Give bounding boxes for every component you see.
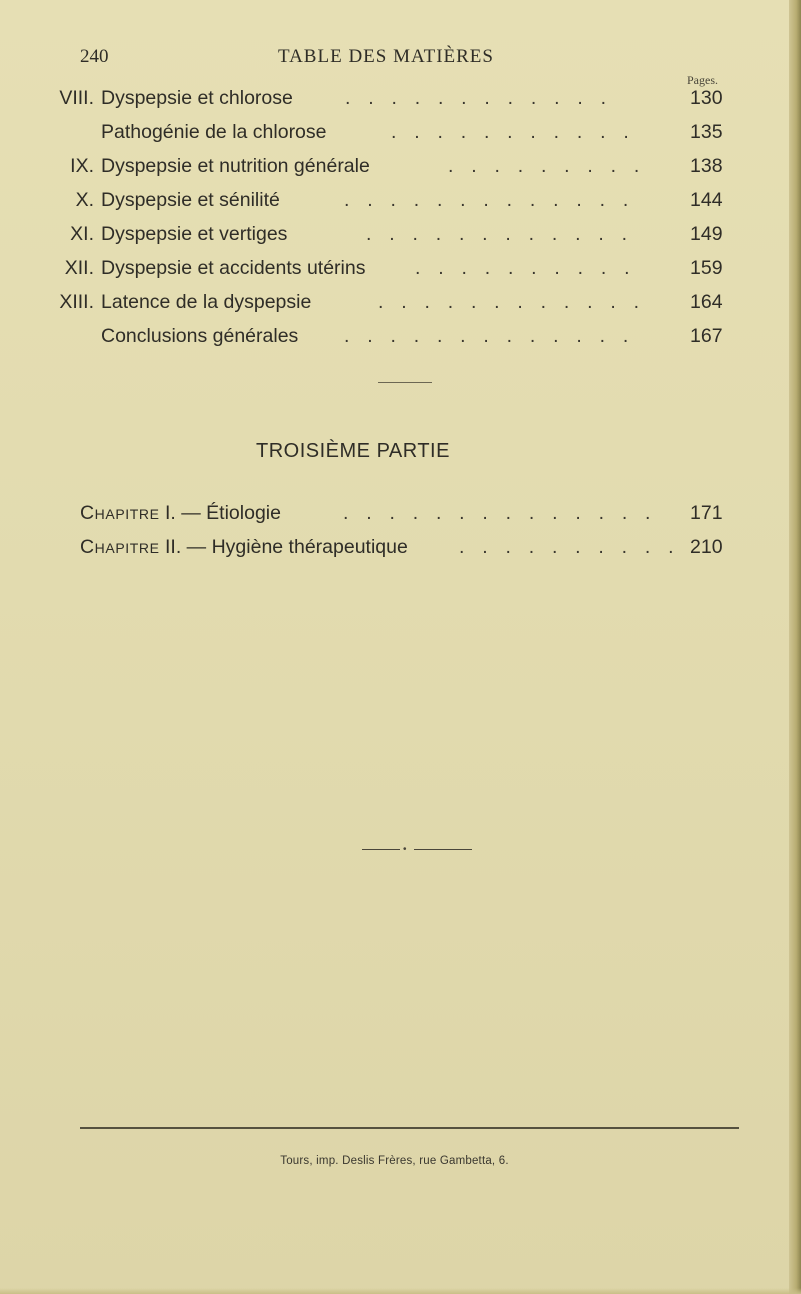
page-bottom-edge <box>0 1288 801 1294</box>
entry-numeral: X. <box>75 189 94 211</box>
chapter-title: Hygiène thérapeutique <box>211 536 408 558</box>
end-ornament <box>362 845 472 855</box>
entry-numeral: XII. <box>64 257 94 279</box>
entry-leader: . . . . . . . . . . . . . <box>344 189 635 211</box>
chapter-dash: — <box>186 536 207 558</box>
toc-entry <box>0 84 789 112</box>
entry-leader: . . . . . . . . . . . <box>391 121 635 143</box>
entry-leader: . . . . . . . . . . . . . <box>344 325 635 347</box>
pages-column-label: Pages. <box>687 73 718 87</box>
running-header <box>80 46 740 70</box>
toc-entry <box>0 254 789 282</box>
toc-entry <box>0 288 789 316</box>
entry-page: 130 <box>690 87 723 109</box>
chapter-dash: — <box>181 502 201 524</box>
chapter-label: Chapitre <box>80 502 160 524</box>
entry-leader: . . . . . . . . . . <box>415 257 636 279</box>
entry-title: Dyspepsie et sénilité <box>101 189 280 211</box>
chapter-title: Étiologie <box>206 502 281 524</box>
page-edge <box>789 0 801 1294</box>
entry-title: Pathogénie de la chlorose <box>101 121 327 143</box>
entry-leader: . . . . . . . . . . . . . . <box>343 502 657 524</box>
entry-page: 149 <box>690 223 723 245</box>
entry-numeral: IX. <box>70 155 94 177</box>
entry-leader: . . . . . . . . . . . . <box>378 291 646 313</box>
chapter-entry <box>0 533 789 561</box>
entry-leader: . . . . . . . . . . <box>459 536 680 558</box>
entry-title: Dyspepsie et vertiges <box>101 223 288 245</box>
chapter-numeral: I. <box>164 502 176 524</box>
entry-title: Dyspepsie et chlorose <box>101 87 293 109</box>
entry-title: Dyspepsie et nutrition générale <box>101 155 370 177</box>
chapter-entry <box>0 499 789 527</box>
ornament-dot: • <box>403 844 407 855</box>
entry-leader: . . . . . . . . . <box>448 155 646 177</box>
toc-entry <box>0 152 789 180</box>
section-divider <box>378 382 432 383</box>
chapter-page: 210 <box>690 536 723 558</box>
toc-entry <box>0 220 789 248</box>
toc-entry <box>0 118 789 146</box>
entry-title: Conclusions générales <box>101 325 299 347</box>
ornament-line-right <box>414 849 472 850</box>
entry-title: Latence de la dyspepsie <box>101 291 312 313</box>
part-heading: TROISIÈME PARTIE <box>256 440 450 462</box>
page-number: 240 <box>80 46 109 67</box>
ornament-line-left <box>362 849 400 850</box>
entry-page: 159 <box>690 257 723 279</box>
printer-imprint: Tours, imp. Deslis Frères, rue Gambetta, 6. <box>280 1155 509 1167</box>
entry-leader: . . . . . . . . . . . . <box>366 223 634 245</box>
entry-page: 135 <box>690 121 723 143</box>
toc-entry <box>0 322 789 350</box>
chapter-label: Chapitre <box>80 536 160 558</box>
entry-numeral: XI. <box>70 223 94 245</box>
chapter-page: 171 <box>690 502 723 524</box>
toc-entry <box>0 186 789 214</box>
entry-page: 164 <box>690 291 723 313</box>
entry-page: 138 <box>690 155 723 177</box>
entry-page: 144 <box>690 189 723 211</box>
entry-numeral: VIII. <box>59 87 94 109</box>
running-title: TABLE DES MATIÈRES <box>278 46 494 67</box>
entry-page: 167 <box>690 325 723 347</box>
chapter-numeral: II. <box>164 536 182 558</box>
entry-leader: . . . . . . . . . . . . <box>345 87 613 109</box>
footer-rule <box>80 1127 739 1129</box>
entry-title: Dyspepsie et accidents utérins <box>101 257 366 279</box>
entry-numeral: XIII. <box>59 291 94 313</box>
